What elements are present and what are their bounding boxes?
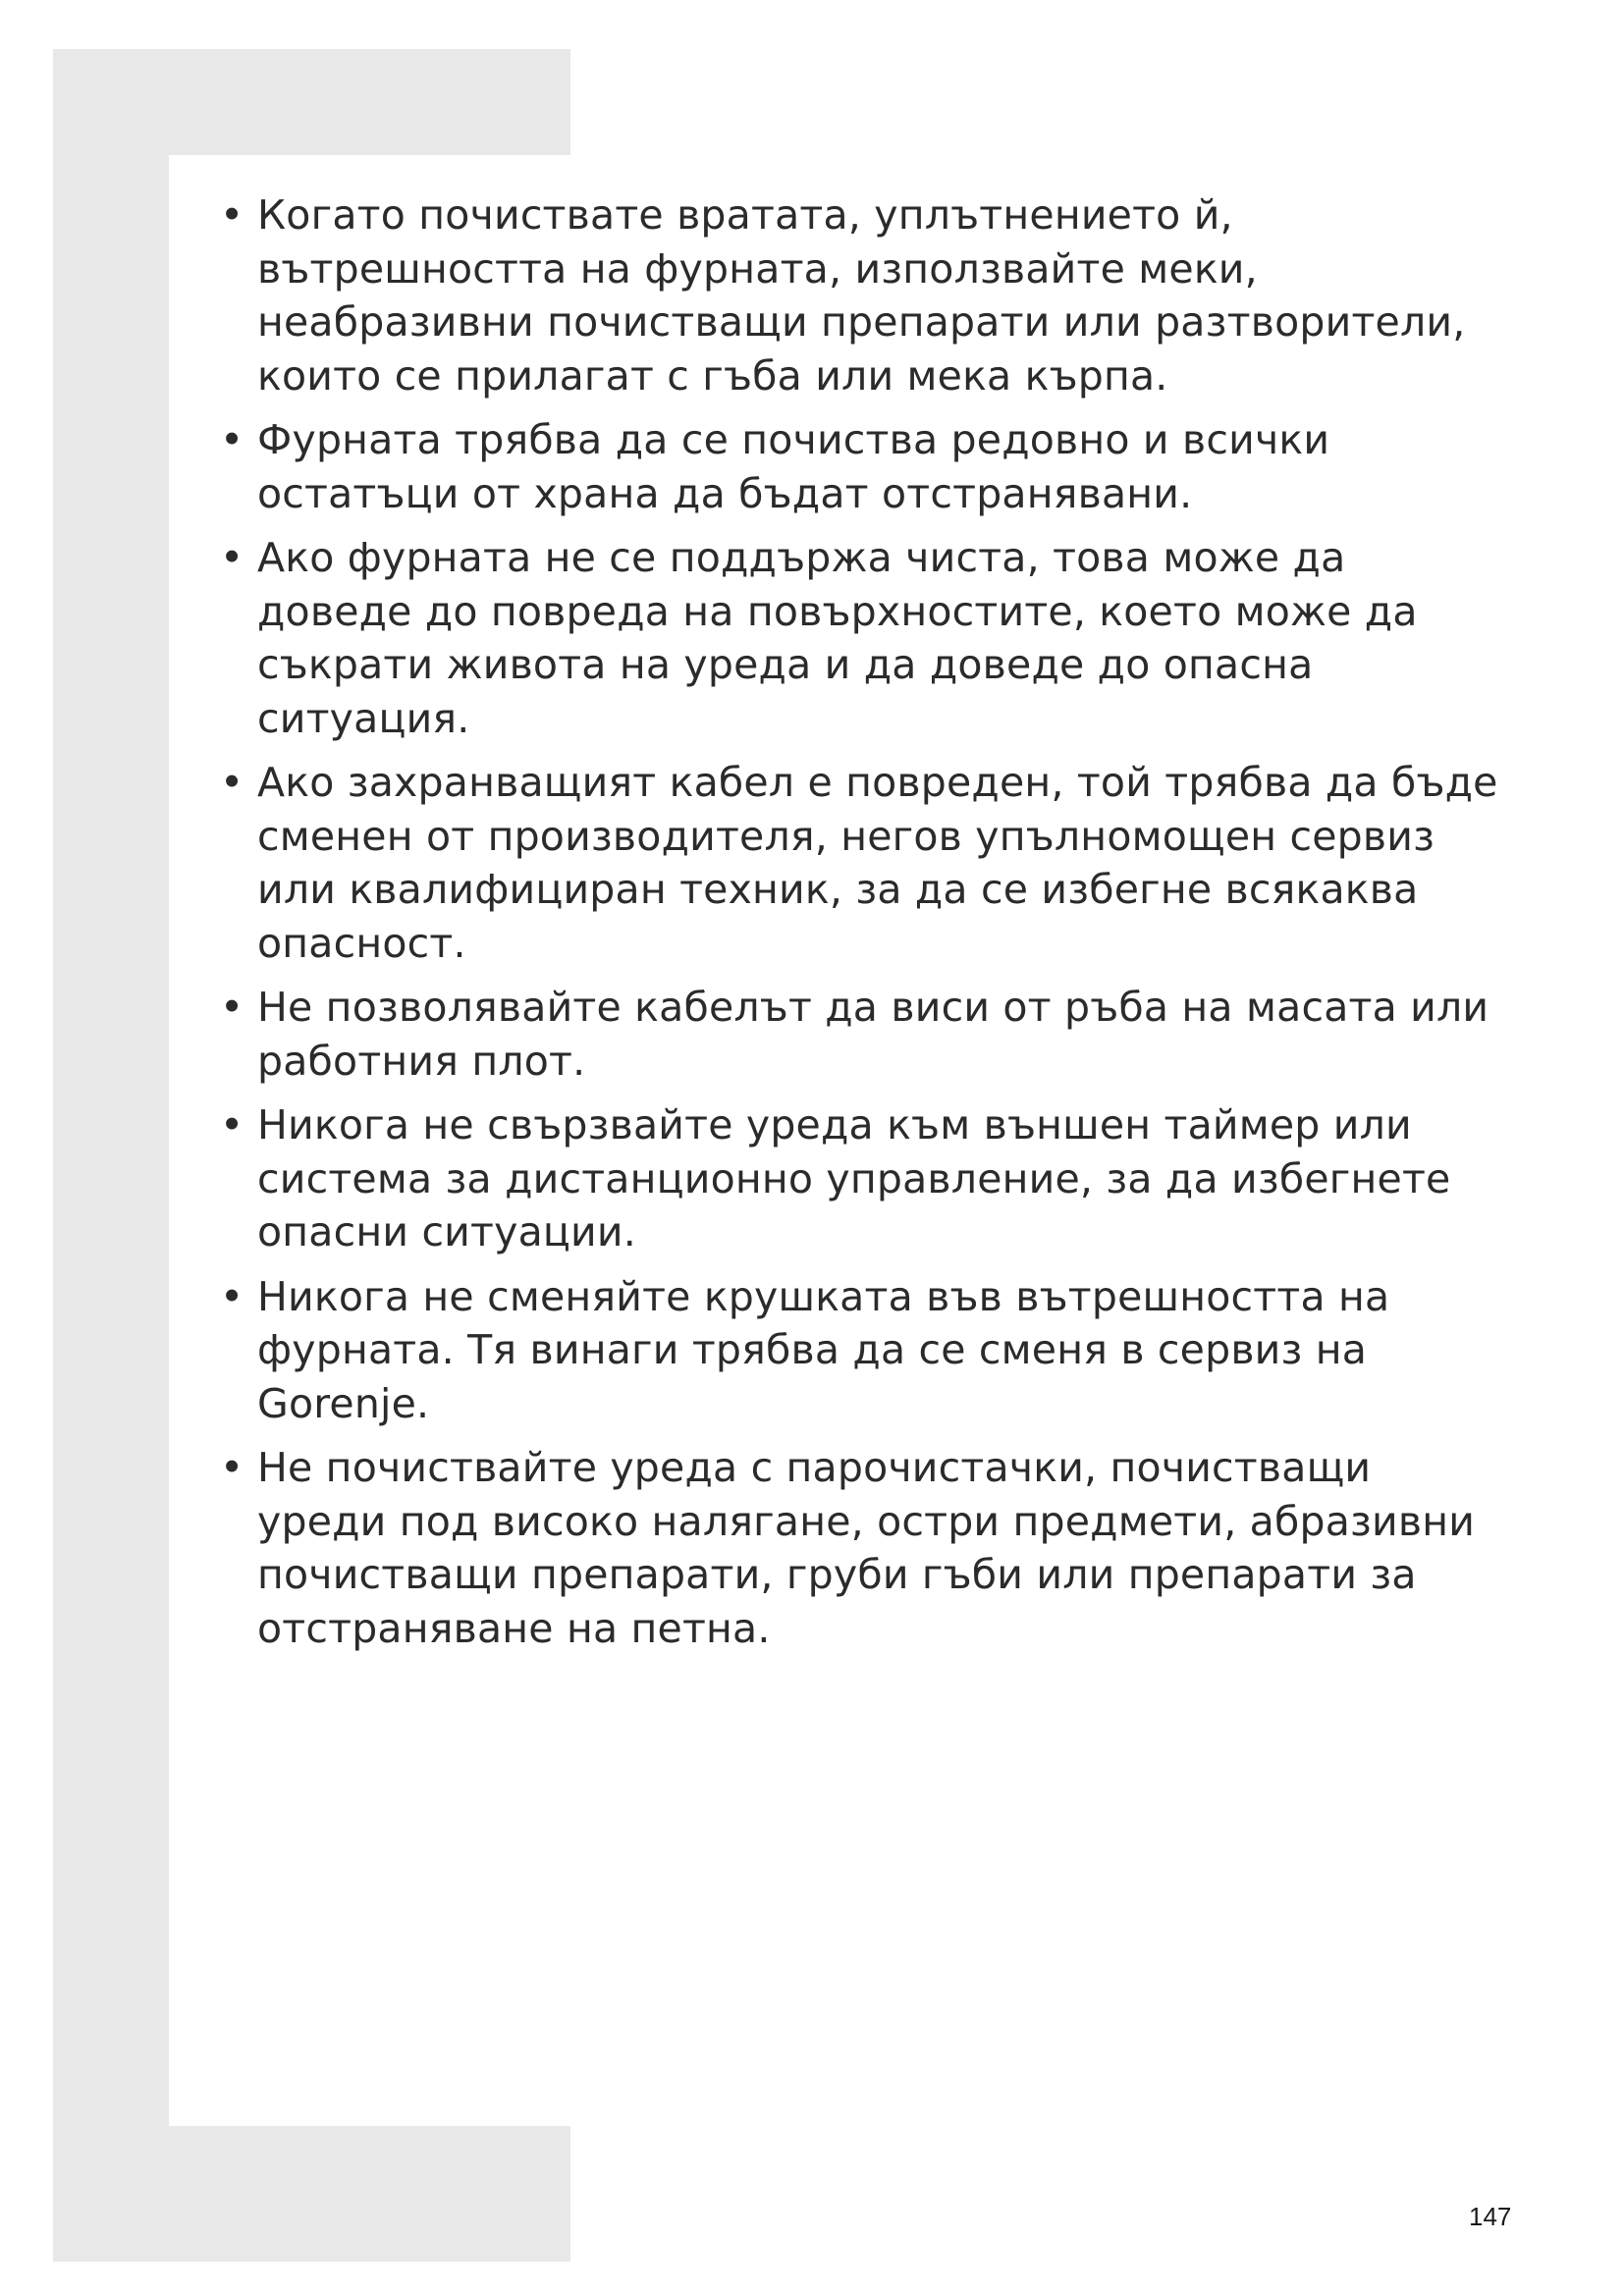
bullet-marker: •: [220, 191, 244, 239]
list-item: [220, 756, 1506, 970]
bullet-marker: •: [220, 1272, 244, 1320]
list-item: [220, 981, 1506, 1088]
page-number: 147: [1469, 2202, 1512, 2231]
bullet-marker: •: [220, 984, 244, 1031]
bullet-text: Не позволявайте кабелът да виси от ръба на масата или работния плот.: [257, 984, 1489, 1085]
safety-bullet-list: [220, 188, 1506, 1655]
bullet-text: Не почиствайте уреда с парочистачки, почистващи уреди под високо налягане, остри предмети, абразивни почистващи препарати, груби гъби или препарати за отстраняване на петна.: [257, 1444, 1476, 1652]
bullet-text: Никога не сменяйте крушката във вътрешността на фурната. Тя винаги трябва да се сменя в сервиз на Gorenje.: [257, 1272, 1390, 1427]
bullet-text: Никога не свързвайте уреда към външен таймер или система за дистанционно управление, за да избегнете опасни ситуации.: [257, 1101, 1451, 1255]
frame-left-bar: [53, 49, 169, 2262]
bullet-text: Ако фурната не се поддържа чиста, това може да доведе до повреда на повърхностите, което може да съкрати живота на уреда и да доведе до опасна ситуация.: [257, 534, 1418, 742]
frame-bottom-bar: [53, 2126, 570, 2262]
bullet-text: Фурната трябва да се почиства редовно и всички остатъци от храна да бъдат отстранявани.: [257, 416, 1330, 517]
bullet-marker: •: [220, 1101, 244, 1148]
list-item: [220, 1098, 1506, 1259]
main-content: [220, 188, 1506, 1666]
list-item: [220, 1441, 1506, 1655]
bullet-marker: •: [220, 534, 244, 581]
bullet-marker: •: [220, 1444, 244, 1491]
list-item: [220, 188, 1506, 402]
list-item: [220, 1270, 1506, 1431]
bullet-marker: •: [220, 759, 244, 806]
list-item: [220, 413, 1506, 520]
bullet-text: Ако захранващият кабел е повреден, той трябва да бъде сменен от производителя, негов упълномощен сервиз или квалифициран техник, за да се избегне всякаква опасност.: [257, 759, 1498, 967]
bullet-marker: •: [220, 416, 244, 463]
bullet-text: Когато почиствате вратата, уплътнението й, вътрешността на фурната, използвайте меки, неабразивни почистващи препарати или разтворители, които се прилагат с гъба или мека кърпа.: [257, 191, 1466, 400]
list-item: [220, 531, 1506, 745]
